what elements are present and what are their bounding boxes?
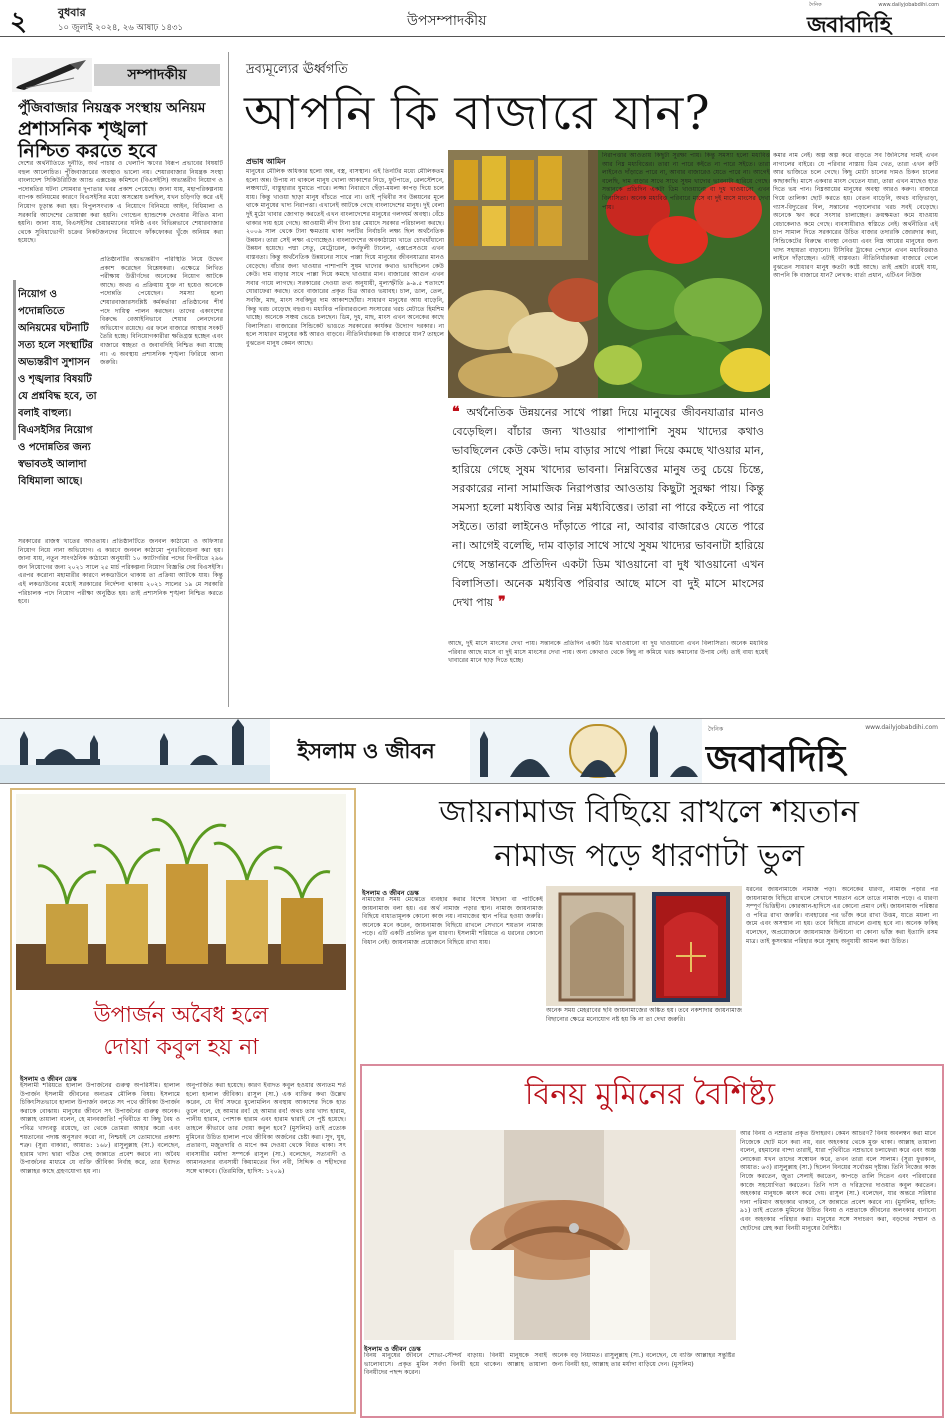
- islam-section-title: ইসলাম ও জীবন: [297, 738, 435, 763]
- prayer-mat-column-1: নামাজের সময় মেঝেতে ব্যবহার করার বিশেষ বিছানা বা পাটিকেই জায়নামাজ বলা হয়। এর অর্থ নামাজ পড়ার স্থান। নামাজ জায়নামাজ বিছিয়ে বাধ্যতামূলক কোনো কাজ নয়। নামাজের স্থান পবিত্র হওয়া জরুরি। অনেকে মনে করেন, জায়নামাজ বিছিয়ে রাখলে সেখানে শয়তান নামাজ পড়ে। এটি একটি প্রচলিত ভুল ধারণা। ইসলামী শরিয়তে এ ধরনের কোনো বিধান নেই। জায়নামাজ প্রয়োজনে বিছিয়ে রাখা যায়।: [362, 896, 543, 946]
- pull-quote-body: অর্থনৈতিক উন্নয়নের সাথে পাল্লা দিয়ে মানুষের জীবনযাত্রার মানও বেড়েছিল। বাঁচার জন্য খাওয়ার পাশাপাশি সুষম খাদ্যের কথাও ভাবছিলেন কেউ কেউ। দাম বাড়ার সাথে পাল্লা দিয়ে কমছে খাওয়ার মান, হারিয়ে গেছে সুষম খাদ্যের ভাবনা। নিম্নবিত্তের মানুষ তবু চেয়ে চিন্তে, সরকারের নানা সামাজিক নিরাপত্তার আওতায় কিছুটা সুরক্ষা পায়। কিন্তু সমস্যা হলো মধ্যবিত্ত আর নিম্ন মধ্যবিত্তের। তারা না পারে কইতে না পারে সইতে। তারা লাইনেও দাঁড়াতে পারে না, আবার বাজারেও যেতে পারে না। আগেই বলেছি, দাম বাড়ার সাথে সাথে সুষম খাদ্যের ভাবনাটা হারিয়ে গেছে সন্তানকে প্রতিদিন একটা ডিম খাওয়ানো বা দুধ খাওয়ানো এখন বিলাসিতা। অনেক মধ্যবিত্ত পরিবার আছে মাসে বা দুই মাসে মাংসের দেখা পায়: [452, 406, 764, 609]
- page-number: ২: [10, 7, 27, 37]
- article-pull-quote: [446, 403, 768, 635]
- header-date: ১০ জুলাই ২০২৪, ২৬ আষাঢ় ১৪৩১: [58, 23, 183, 33]
- mosque-arch-icon: [470, 719, 702, 783]
- mosque-silhouette-icon: [0, 719, 270, 783]
- logo-url: www.dailyjobabdihi.com: [865, 724, 938, 731]
- coins-plants-photo: [16, 794, 346, 990]
- header-day: বুধবার: [58, 6, 86, 19]
- income-story-headline: [16, 1000, 346, 1064]
- pull-quote-text: [452, 403, 764, 612]
- handshake-photo: [364, 1130, 736, 1340]
- editorial-label: সম্পাদকীয়: [94, 64, 220, 86]
- article-column-4: কমার নাম নেই। অল্প অল্প করে বাড়তে সব জিনিসের দামই এখন নাগালের বাইরে। যে পরিবার নাস্তায় ডিম খেত, তারা এখন রুটি আর ভাজিতে চলে গেছে। কিছু মোটা চালের দামও চিকন চালের কাছাকাছি। মাসে একবার মাংস খেতেন যারা, তারা এখন মাছেও হাত দিতে ভয় পান। নিম্নআয়ের মানুষের অবস্থা আরও করুণ। বাজারে গিয়ে তালিকা ছোট করতে হয়। বেতন বাড়েনি, অথচ বাড়িভাড়া, গ্যাস-বিদ্যুতের বিল, সন্তানের পড়ালেখার খরচ সবই বেড়েছে। অনেকে ঋণ করে সংসার চালাচ্ছেন। ক্রয়ক্ষমতা কমে যাওয়ায় বেচাকেনাও কমে গেছে। ব্যবসায়ীরাও স্বস্তিতে নেই। অর্থনীতির এই চাপ সামাল দিতে সরকারের উচিত বাজার তদারকি জোরদার করা, সিন্ডিকেটের বিরুদ্ধে ব্যবস্থা নেওয়া এবং নিম্ন আয়ের মানুষের জন্য খাদ্য সহায়তা বাড়ানো। টিসিবির ট্রাকের পেছনে এখন মধ্যবিত্তরাও লাইনে দাঁড়াচ্ছেন। এটাই বাস্তবতা। নীতিনির্ধারকরা বাজারে গেলে বুঝতেন সাধারণ মানুষ কতটা কষ্টে আছে। তাই প্রশ্নটা রয়েই যায়, আপনি কি বাজারে যান? লেখক: বার্তা প্রধান, এটিএন নিউজ: [773, 152, 938, 280]
- article-column-1: মানুষের মৌলিক অধিকার হলো অন্ন, বস্ত্র, বাসস্থান। এই তিনটির মধ্যে মৌলিকতম হলো অন্ন। উপায় না থাকলে মানুষ খোলা আকাশের নিচে, ফুটপাতে, রেলস্টেশনে, লঞ্চঘাটে, বাস্তুহারার ঘুমাতে পারে। লজ্জা নিবারণে ছেঁড়া-ময়লা কাপড় দিয়ে চলে যায়। কিন্তু খাওয়া ছাড়া মানুষ বাঁচতে পারে না। তাই পৃথিবীর সব উন্নয়নের মূলে থাকে মানুষের খাদ্য নিরাপত্তা। এখানেই আটকে গেছে বাংলাদেশের মানুষ। দুই বেলা দুই মুঠো খাবার জোগাড় করতেই এখন বাংলাদেশের মানুষের গলদঘর্ম অবস্থা। বেঁচে থাকার দায় হয়ে গেছে। আওয়ামী লীগ টানা চার মেয়াদে সরকার পরিচালনা করছে। ২০০৯ সাল থেকে টানা ক্ষমতায় থাকা দলটির নির্বাচনি লক্ষ্য ছিল অর্থনৈতিক উন্নয়ন। তারা সেই লক্ষ্য এগোচ্ছেও। বাংলাদেশের অবকাঠামো খাতে চোখধাঁধানো উন্নয়ন হয়েছে। পদ্মা সেতু, মেট্রোরেল, কর্ণফুলী টানেল, এক্সপ্রেসওয়ে এখন বাস্তবতা। কিন্তু অর্থনৈতিক উন্নয়নের সাথে পাল্লা দিয়ে মানুষের জীবনযাত্রার মানও বেড়েছে। বাঁচার জন্য খাওয়ার পাশাপাশি সুষম খাদ্যের কথাও ভাবছিলেন কেউ কেউ। দাম বাড়ার সাথে পাল্লা দিয়ে কমছে খাওয়ার মান। বাজারের আগুন এখন সবার গায়ে লাগছে। সরকারের দেওয়া তথ্য অনুযায়ী, মূল্যস্ফীতি ৯-৯.৫ শতাংশে ঘোরাফেরা করছে। তবে বাজারের প্রকৃত চিত্র আরও ভয়াবহ। চাল, ডাল, তেল, সবজি, মাছ, মাংস সবকিছুর দাম আকাশছোঁয়া। সাধারণ মানুষের আয় বাড়েনি, কিন্তু খরচ বেড়েছে বহুগুণ। মধ্যবিত্ত পরিবারগুলো সংসারের খরচ মেটাতে হিমশিম খাচ্ছে। অনেকে সঞ্চয় ভেঙে চলছেন। ডিম, দুধ, মাছ, মাংস এখন অনেকের কাছে বিলাসিতা। বাজারের সিন্ডিকেট ভাঙতে সরকারের কার্যকর উদ্যোগ দরকার। না হলে সাধারণ মানুষের কষ্ট আরও বাড়বে। নীতিনির্ধারকরা কি বাজারে যান? তাহলে বুঝতেন মানুষ কেমন আছে।: [246, 168, 444, 347]
- humble-story-headline: বিনয় মুমিনের বৈশিষ্ট্য: [524, 1077, 776, 1112]
- editorial-headline: [18, 98, 223, 162]
- pullquote-bar: [13, 280, 16, 440]
- prayer-mat-headline-line2: নামাজ পড়ে ধারণাটা ভুল: [494, 838, 804, 874]
- income-headline-line1: উপার্জন অবৈধ হলে: [93, 1003, 269, 1028]
- editorial-masthead: [12, 58, 222, 92]
- income-story-column-1: ইসলামী শরিয়তে হালাল উপার্জনের গুরুত্ব অপরিসীম। হালাল উপার্জন ইসলামী জীবনের অন্যতম মৌলিক বিষয়। ইসলামে চিকিৎসিতভাবে হালাল উপার্জন বলতে সৎ পথে জীবিকা উপার্জন করাকে বোঝায়। মানুষের জীবনে সৎ উপার্জনের গুরুত্ব অনেক। আল্লাহ তায়ালা বলেন, হে মানবজাতি! পৃথিবীতে যা কিছু বৈধ ও পবিত্র খাদ্যবস্তু রয়েছে, তা থেকে তোমরা আহার করো এবং শয়তানের পদাঙ্ক অনুসরণ করো না, নিশ্চয়ই সে তোমাদের প্রকাশ্য শত্রু। (সুরা বাকারা, আয়াত: ১৬৮) রাসুলুল্লাহ (সা.) বলেছেন, হারাম খাদ্য দ্বারা গঠিত দেহ জান্নাতে প্রবেশ করবে না। অবৈধ উপার্জনের মাধ্যমে যে ব্যক্তি জীবিকা নির্বাহ করে, তার ইবাদত আল্লাহর কাছে গ্রহণযোগ্য হয় না।: [20, 1082, 180, 1175]
- humble-story-column-1: বিনয় মানুষের জীবনে শোভা-সৌন্দর্য বাড়ায়। বিনয়ী মানুষকে সবাই ভালোবাসে। প্রকৃত মুমিন সর্বদা বিনয়ী হয়ে থাকেন। আল্লাহ তায়ালা বিনয়ীদের পছন্দ করেন।: [364, 1352, 547, 1377]
- prayer-mat-byline: ইসলাম ও জীবন ডেস্ক: [362, 889, 419, 897]
- editorial-headline-line3: নিশ্চিত করতে হবে: [18, 140, 157, 162]
- article-kicker: দ্রব্যমূল্যের ঊর্ধ্বগতি: [246, 62, 348, 77]
- logo-url: www.dailyjobabdihi.com: [878, 2, 939, 8]
- logo-tagline: দৈনিক: [708, 726, 724, 733]
- close-quote-icon: ❞: [493, 594, 506, 610]
- article-headline: আপনি কি বাজারে যান?: [244, 86, 711, 141]
- prayer-mat-column-3: ধরনের জায়নামাজে নামাজ পড়া। অনেকের ধারণা, নামাজ পড়ার পর জায়নামাজ বিছিয়ে রাখলে সেখানে শয়তান এসে তাতে নামাজ পড়ে। এ ধারণা সম্পূর্ণ ভিত্তিহীন। কোরআন-হাদিসে এর কোনো প্রমাণ নেই। জায়নামাজ পরিষ্কার ও পবিত্র রাখা জরুরি। ব্যবহারের পর ভাঁজ করে রাখা উত্তম, যাতে ময়লা না জমে এবং অসম্মান না হয়। তবে বিছিয়ে রাখলে গুনাহ হবে না। অনেক ফকিহ বলেছেন, অপ্রয়োজনে জায়নামাজ উল্টানো বা কোনা ভাঁজ করা ইত্যাদি রসম মাত্র। তাই কুসংস্কার পরিহার করে সুন্নাহ অনুযায়ী আমল করা উচিত।: [746, 886, 938, 945]
- article-column-3: নিরাপত্তার আওতায় কিছুটা সুরক্ষা পায়। কিন্তু সমস্যা হলো মধ্যবিত্ত আর নিম্ন মধ্যবিত্তের। তারা না পারে কইতে না পারে সইতে। তারা লাইনেও দাঁড়াতে পারে না, আবার বাজারেও যেতে পারে না। আগেই বলেছি, দাম বাড়ার সাথে সাথে সুষম খাদ্যের ভাবনাটা হারিয়ে গেছে। সন্তানকে প্রতিদিন একটা ডিম খাওয়ানো বা দুধ খাওয়ানো এখন বিলাসিতা। অনেক মধ্যবিত্ত পরিবারে মাসে বা দুই মাসে মাংসের দেখা পায়।: [602, 152, 770, 211]
- newspaper-logo-banner: [706, 724, 938, 780]
- section-name: উপসম্পাদকীয়: [407, 13, 487, 29]
- logo-wordmark: জবাবদিহি: [807, 13, 891, 38]
- income-story-byline: ইসলাম ও জীবন ডেস্ক: [20, 1075, 77, 1083]
- editorial-headline-line2: প্রশাসনিক শৃঙ্খলা: [18, 118, 147, 140]
- pullquote-container: [18, 286, 98, 536]
- article-column-2-continued: আছে, দুই মাসে মাংসের দেখা পায়। সন্তানকে প্রতিদিন একটা ডিম খাওয়ানো বা দুধ খাওয়ানো এখন বিলাসিতা। অনেক মধ্যবিত্ত পরিবার আছে মাসে বা দুই মাসে মাংসের দেখা পায়। অন্য কোথাও থেকে কিছু না কমিয়ে খরচ কমানোর উপায় নেই। তাই বাধ্য হয়েই খাবারের মানে ছাড় দিতে হচ্ছে।: [448, 640, 768, 665]
- logo-tagline: দৈনিক: [809, 2, 822, 8]
- humble-story-column-3: আর বিনয় ও নম্রতার প্রকৃত উদাহরণ। কেমন আচরণ? বিনয় অবলম্বন করা মানে নিজেকে ছোট মনে করা নয়, বরং অহংকার থেকে মুক্ত থাকা। আল্লাহ তায়ালা বলেন, রহমানের বান্দা তারাই, যারা পৃথিবীতে নম্রভাবে চলাফেরা করে এবং অজ্ঞ লোকেরা যখন তাদের সম্বোধন করে, তখন তারা বলে সালাম। (সুরা ফুরকান, আয়াত: ৬৩) রাসুলুল্লাহ (সা.) ছিলেন বিনয়ের সর্বোত্তম দৃষ্টান্ত। তিনি নিজের কাজ নিজে করতেন, জুতা সেলাই করতেন, কাপড়ে তালি দিতেন এবং পরিবারের কাজে সহযোগিতা করতেন। তিনি দাস ও দরিদ্রদের দাওয়াত কবুল করতেন। অহংকার মানুষকে ধ্বংস করে দেয়। রাসুল (সা.) বলেছেন, যার অন্তরে সরিষার দানা পরিমাণ অহংকার থাকবে, সে জান্নাতে প্রবেশ করবে না। (মুসলিম, হাদিস: ৯১) তাই প্রত্যেক মুমিনের উচিত বিনয় ও নম্রতাকে জীবনের অলংকার বানানো এবং অহংকার পরিহার করা। মানুষের সঙ্গে সদাচরণ করা, বড়দের সম্মান ও ছোটদের স্নেহ করা বিনয়ী মানুষের বৈশিষ্ট্য।: [740, 1130, 936, 1232]
- editorial-headline-line1: পুঁজিবাজার নিয়ন্ত্রক সংস্থায় অনিয়ম: [18, 100, 206, 116]
- newspaper-logo: [807, 2, 939, 38]
- fountain-pen-icon: [12, 58, 92, 92]
- humble-story-byline: ইসলাম ও জীবন ডেস্ক: [364, 1345, 421, 1353]
- humble-story-column-2: অনেক বড় নিয়ামত। রাসুলুল্লাহ (সা.) বলেছেন, যে ব্যক্তি আল্লাহর সন্তুষ্টির জন্য বিনয়ী হয়, আল্লাহ তার মর্যাদা বাড়িয়ে দেন। (মুসলিম): [552, 1352, 735, 1368]
- income-story-column-2: অনুপার্জিত করা হয়েছে। কারণ ইবাদত কবুল হওয়ার অন্যতম শর্ত হলো হালাল জীবিকা। রাসুল (সা.) এক ব্যক্তির কথা উল্লেখ করেন, যে দীর্ঘ সফরে ধুলোমলিন অবস্থায় আকাশের দিকে হাত তুলে বলে, হে আমার রব! হে আমার রব! অথচ তার খাদ্য হারাম, পানীয় হারাম, পোশাক হারাম এবং হারাম দ্বারাই সে পুষ্ট হয়েছে। তাহলে কীভাবে তার দোয়া কবুল হবে? (মুসলিম) তাই প্রত্যেক মুমিনের উচিত হালাল পথে জীবিকা অর্জনের চেষ্টা করা। সুদ, ঘুষ, প্রতারণা, মজুতদারি ও মাপে কম দেওয়া থেকে বিরত থাকা। সৎ ব্যবসায়ীর মর্যাদা সম্পর্কে রাসুল (সা.) বলেছেন, সত্যবাদী ও আমানতদার ব্যবসায়ী কিয়ামতের দিন নবী, সিদ্দিক ও শহীদদের সঙ্গে থাকবে। (তিরমিজি, হাদিস: ১২০৯): [186, 1082, 346, 1175]
- prayer-rugs-photo: [546, 886, 742, 1006]
- prayer-mat-headline: [360, 790, 938, 878]
- prayer-mat-column-2: অনেক সময় মেহরাবের ছবি জায়নামাজের অঙ্কিত হয়। তবে নকশাদার জায়নামাজ বিছানোর ক্ষেত্রে মনোযোগ নষ্ট হয় কি না তা দেখা জরুরি।: [546, 1007, 742, 1023]
- logo-wordmark: জবাবদিহি: [706, 739, 845, 780]
- editorial-body-text-2: সরকারের রাজস্ব খাতের আওতায়। প্রতিষ্ঠানটিতে জনবল কাঠামো ও অফিসার নিয়োগ নিয়ে নানা অভিযোগ। এ কারণে জনবল কাঠামো পুনঃবিবেচনা করা হয়। জানা যায়, নতুন সাংগঠনিক কাঠামো অনুযায়ী ১০ ক্যাটাগরির পদের বিপরীতে ২৯৬ জন নিয়োগের জন্য ২০২১ সালে ২৫ মার্চ পরিকল্পনা নিয়োগ বিজ্ঞপ্তি দেয় বিএসইসি। এরপর করোনা মহামারীর কারণে লকডাউনে থাকায় তা প্রক্রিয়া আটকে যায়। কিন্তু এই লকডাউনের মধ্যেই সরকারের নির্দেশনা থাকায় ২০২১ সালের ১৯ মে সরকারি পরিচালক পদে নিয়োগ পরীক্ষা অনুষ্ঠিত হয়। তাই প্রশাসনিক শৃঙ্খলা নিশ্চিত করতে হবে।: [18, 538, 223, 606]
- prayer-mat-headline-line1: জায়নামাজ বিছিয়ে রাখলে শয়তান: [439, 794, 859, 830]
- income-headline-line2: দোয়া কবুল হয় না: [103, 1035, 259, 1060]
- article-author: প্রভাষ আমিন: [246, 157, 286, 166]
- open-quote-icon: ❝: [452, 404, 467, 420]
- page-header: [0, 0, 945, 37]
- editorial-body-text: দেশের অর্থনীতিতে দুর্নীতি, অর্থ পাচার ও খেলাপি ঋণের বিরূপ প্রভাবের বিষয়টি বহুল আলোচিত। পুঁজিবাজারের অবস্থাও ভালো নয়। শেয়ারবাজার নিয়ন্ত্রক সংস্থা বাংলাদেশ সিকিউরিটিজ অ্যান্ড এক্সচেঞ্জ কমিশনে (বিএসইসি) অভ্যন্তরীণ নিয়োগ ও পদোন্নতির ঘটনা সোমবার দুপাতার খবর প্রকাশ পেয়েছে। জানা যায়, মহাপরিকল্পনায় ব্যাপক অনিয়মের কারণে বিএসইসির মধ্যে অসন্তোষ চলছিল, যখন চড়িগড়ি করে এই নিয়োগ চূড়ান্ত করা হয়। বিপুলসংখ্যক এ নিয়োগে বিনিময়ে আইন, বিধিমালা ও সরকারি আদেশের তোয়াক্কা করা হয়নি। গোল্ডেন হ্যান্ডশেক দেওয়ার নীতিও মানা হয়নি। জানা যায়, বিএসইসির চেয়ারম্যানের ঘনিষ্ঠ এবং বিভিন্নভাবে শেয়ারবাজার থেকে সুবিধাভোগী চক্রের নিকটজনদের নিয়োগে ফাঁকফোকর খুঁজে অনিয়ম করা হয়েছে।: [18, 160, 223, 245]
- editorial-side-text: প্রতিষ্ঠানটির অভ্যন্তরীণ পরিস্থিতি নিয়ে উদ্বেগ প্রকাশ করেছেন বিশ্লেষকরা। এক্ষেত্রে লিখিত পরীক্ষায় উত্তীর্ণদের অনেকের নিয়োগ আটকে আছে। অথচ এ প্রক্রিয়ায় যুক্ত না হয়েও অনেকে পদোন্নতি পেয়েছেন। সমস্যা হলো শেয়ারবাজারসংশ্লিষ্ট কর্মকর্তারা প্রতিষ্ঠানের শীর্ষ পদে দায়িত্ব পালন করছেন। তাদের একাংশের বিরুদ্ধে বেআইনিভাবে শেয়ার লেনদেনের অভিযোগ রয়েছে। এর ফলে বাজারে আস্থার সংকট তৈরি হচ্ছে। বিনিয়োগকারীরা ক্ষতিগ্রস্ত হচ্ছেন এবং বাজারে স্বচ্ছতা ও জবাবদিহি নিশ্চিত করা যাচ্ছে না। এ অবস্থায় প্রশাসনিক শৃঙ্খলা ফিরিয়ে আনা জরুরি।: [100, 256, 223, 367]
- pullquote-text: নিয়োগ ও পদোন্নতিতে অনিয়মের ঘটনাটি সত্য হলে সংস্থাটির অভ্যন্তরীণ সুশাসন ও শৃঙ্খলার বিষয়টি যে প্রশ্নবিদ্ধ হবে, তা বলাই বাহুল্য। বিএসইসির নিয়োগ ও পদোন্নতির জন্য স্বভাবতই আলাদা বিধিমালা আছে।: [18, 289, 97, 487]
